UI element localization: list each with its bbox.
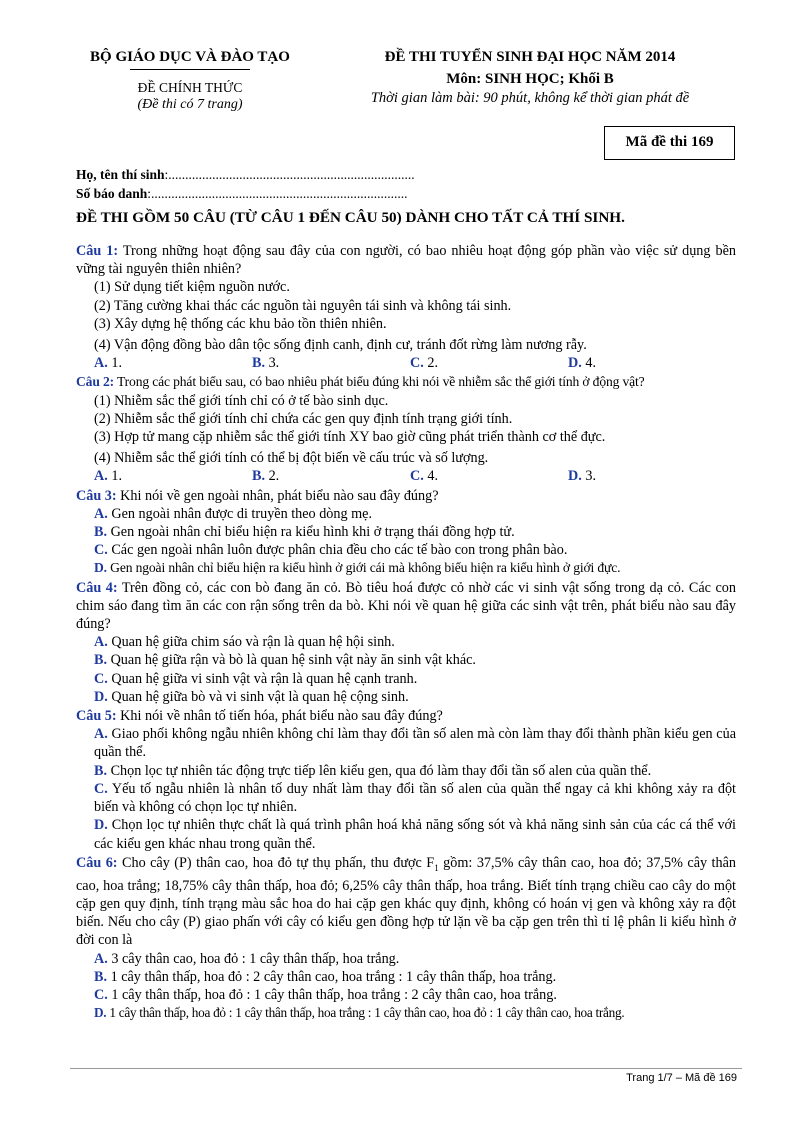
question-2-text: Trong các phát biểu sau, có bao nhiêu phát biểu đúng khi nói về nhiễm sắc thể giới tính ở động vật?	[114, 374, 645, 390]
option-d[interactable]	[568, 354, 726, 372]
question-1-item: (3) Xây dựng hệ thống các khu bảo tồn thiên nhiên.	[94, 315, 387, 332]
exam-title: ĐỀ THI TUYỂN SINH ĐẠI HỌC NĂM 2014	[384, 49, 676, 65]
question-4-label: Câu 4:	[76, 579, 118, 596]
option-letter: B.	[94, 762, 108, 779]
option-letter: A.	[94, 505, 108, 522]
option-d[interactable]	[76, 688, 736, 706]
option-text: 3 cây thân cao, hoa đỏ : 1 cây thân thấp, hoa trắng.	[107, 950, 400, 967]
option-text: 4.	[581, 355, 596, 372]
option-letter: B.	[252, 355, 266, 372]
option-text: Quan hệ giữa rận và bò là quan hệ sinh vật này ăn sinh vật khác.	[107, 652, 476, 669]
option-letter: A.	[94, 468, 108, 485]
official-label: ĐỀ CHÍNH THỨC	[137, 80, 243, 95]
option-a[interactable]	[76, 633, 736, 651]
option-b[interactable]	[76, 968, 736, 986]
option-text: 1.	[107, 468, 122, 485]
option-letter: C.	[94, 542, 108, 559]
option-letter: D.	[94, 817, 108, 834]
option-a[interactable]	[94, 354, 252, 372]
option-text: Quan hệ giữa bò và vi sinh vật là quan hệ cộng sinh.	[107, 688, 409, 705]
question-1-item: (4) Vận động đồng bào dân tộc sống định canh, định cư, tránh đốt rừng làm nương rẫy.	[94, 337, 587, 354]
question-6	[76, 854, 736, 1023]
option-b[interactable]	[76, 762, 736, 780]
question-2-item: (2) Nhiễm sắc thể giới tính chỉ chứa các gen quy định tính trạng giới tính.	[94, 410, 513, 427]
question-1-text: Trong những hoạt động sau đây của con người, có bao nhiêu hoạt động góp phần vào việc sử dụng bền vững tài nguyên thiên nhiên?	[76, 243, 736, 278]
question-6-subscript: 1	[434, 862, 439, 873]
option-text: Gen ngoài nhân được di truyền theo dòng mẹ.	[107, 505, 372, 522]
candidate-id-dots: :............................................................................	[147, 186, 408, 201]
question-1-stem	[76, 242, 736, 278]
option-text: Chọn lọc tự nhiên thực chất là quá trình phân hoá khả năng sống sót và khả năng sinh sản của các cá thể với các kiểu gen khác nhau trong quần thể.	[94, 817, 736, 852]
option-d[interactable]	[76, 1004, 736, 1022]
exam-code-box: Mã đề thi 169	[604, 126, 735, 160]
option-text: 3.	[581, 468, 596, 485]
option-text: Quan hệ giữa vi sinh vật và rận là quan hệ cạnh tranh.	[107, 670, 418, 687]
option-text: Yếu tố ngẫu nhiên là nhân tố duy nhất làm thay đổi tần số alen của quần thể ngay cả khi không xảy ra đột biến và không có chọn lọc tự nhiên.	[94, 780, 736, 816]
page-count: (Đề thi có 7 trang)	[137, 97, 243, 112]
option-c[interactable]	[76, 986, 736, 1004]
option-text: 1 cây thân thấp, hoa đỏ : 1 cây thân thấp, hoa trắng : 2 cây thân cao, hoa trắng.	[107, 986, 557, 1003]
option-letter: A.	[94, 726, 108, 743]
option-text: 2.	[265, 468, 280, 485]
question-1-item: (2) Tăng cường khai thác các nguồn tài nguyên tái sinh và không tái sinh.	[94, 297, 512, 314]
option-c[interactable]	[76, 780, 736, 816]
question-1-item: (1) Sử dụng tiết kiệm nguồn nước.	[94, 279, 290, 296]
option-letter: C.	[94, 780, 108, 797]
option-letter: D.	[94, 688, 108, 705]
candidate-id-label: Số báo danh	[76, 186, 148, 201]
option-c[interactable]	[76, 670, 736, 688]
candidate-name-label: Họ, tên thí sinh	[76, 167, 165, 182]
question-2-label: Câu 2:	[76, 374, 114, 390]
option-text: Các gen ngoài nhân luôn được phân chia đều cho các tế bào con trong phân bào.	[107, 542, 568, 559]
candidate-name-field	[76, 166, 415, 184]
question-list	[76, 242, 736, 1023]
option-letter: A.	[94, 950, 108, 967]
option-letter: B.	[94, 524, 108, 541]
question-5-label: Câu 5:	[76, 708, 117, 725]
question-6-label: Câu 6:	[76, 854, 118, 871]
question-2-options	[76, 467, 736, 485]
option-a[interactable]	[94, 467, 252, 485]
option-c[interactable]	[410, 354, 568, 372]
option-letter: A.	[94, 355, 108, 372]
question-6-text: Cho cây (P) thân cao, hoa đỏ tự thụ phấn, thu được F	[117, 854, 435, 871]
ministry-name: BỘ GIÁO DỤC VÀ ĐÀO TẠO	[90, 49, 290, 65]
candidate-id-field	[76, 185, 408, 203]
question-4	[76, 579, 736, 706]
page-footer: Trang 1/7 – Mã đề 169	[626, 1072, 737, 1084]
question-3-text: Khi nói về gen ngoài nhân, phát biểu nào sau đây đúng?	[116, 487, 439, 504]
option-b[interactable]	[252, 467, 410, 485]
option-text: 1 cây thân thấp, hoa đỏ : 1 cây thân thấp, hoa trắng : 1 cây thân cao, hoa đỏ : 1 cây thân cao, hoa trắng.	[106, 1005, 625, 1021]
header-right	[335, 47, 725, 107]
question-3-label: Câu 3:	[76, 487, 117, 504]
option-c[interactable]	[410, 467, 568, 485]
option-d[interactable]	[76, 559, 736, 577]
option-text: 1 cây thân thấp, hoa đỏ : 2 cây thân cao, hoa trắng : 1 cây thân thấp, hoa trắng.	[107, 968, 557, 985]
question-1-label: Câu 1:	[76, 243, 119, 259]
option-text: 4.	[423, 468, 438, 485]
question-2-item: (1) Nhiễm sắc thể giới tính chỉ có ở tế bào sinh dục.	[94, 392, 389, 409]
option-b[interactable]	[252, 354, 410, 372]
exam-banner: ĐỀ THI GỒM 50 CÂU (TỪ CÂU 1 ĐẾN CÂU 50) DÀNH CHO TẤT CẢ THÍ SINH.	[76, 209, 625, 226]
option-text: Gen ngoài nhân chỉ biểu hiện ra kiểu hình khi ở trạng thái đồng hợp tử.	[107, 524, 515, 541]
question-3-stem	[76, 487, 736, 505]
candidate-name-dots: :.........................................................................	[164, 167, 415, 182]
question-4-stem	[76, 579, 736, 634]
option-text: 2.	[423, 355, 438, 372]
question-6-stem	[76, 854, 736, 950]
option-letter: D.	[94, 1005, 107, 1021]
question-5-text: Khi nói về nhân tố tiến hóa, phát biểu nào sau đây đúng?	[116, 708, 443, 725]
question-2	[76, 373, 736, 485]
option-letter: D.	[568, 468, 582, 485]
option-letter: D.	[568, 355, 582, 372]
option-text: Giao phối không ngẫu nhiên không chỉ làm thay đổi tần số alen mà còn làm thay đổi thành phần kiểu gen của quần thể.	[94, 726, 736, 761]
question-4-text: Trên đồng cỏ, các con bò đang ăn cỏ. Bò tiêu hoá được cỏ nhờ các vi sinh vật sống trong dạ cỏ. Các con chim sáo đang tìm ăn các con rận sống trên da bò. Khi nói về quan hệ giữa các sinh vật trên, phát biểu nào sau đây đúng?	[76, 579, 736, 633]
option-text: 3.	[265, 355, 280, 372]
question-3	[76, 487, 736, 578]
option-letter: D.	[94, 560, 107, 576]
option-a[interactable]	[76, 725, 736, 761]
option-letter: C.	[410, 468, 424, 485]
question-1	[76, 242, 736, 372]
question-6-text-continued: gồm: 37,5% cây thân cao, hoa đỏ; 37,5% cây thân cao, hoa trắng; 18,75% cây thân thấp, hoa đỏ; 6,25% cây thân thấp, hoa trắng. Biết tính trạng chiều cao cây do một cặp gen quy định, tính trạng màu sắc hoa do hai cặp gen khác quy định, không có hoán vị gen và không xảy ra đột biến. Nếu cho cây (P) giao phấn với cây có kiểu gen đồng hợp tử lặn về ba cặp gen trên thì tỉ lệ phân li kiểu hình ở đời con là	[76, 854, 736, 949]
option-letter: B.	[94, 652, 108, 669]
option-text: Gen ngoài nhân chỉ biểu hiện ra kiểu hình ở giới cái mà không biểu hiện ra kiểu hình ở giới đực.	[106, 560, 621, 576]
question-5	[76, 707, 736, 853]
option-b[interactable]	[76, 523, 736, 541]
exam-time: Thời gian làm bài: 90 phút, không kể thời gian phát đề	[370, 90, 690, 106]
option-letter: B.	[94, 968, 108, 985]
option-b[interactable]	[76, 651, 736, 669]
question-5-stem	[76, 707, 736, 725]
question-2-stem	[76, 373, 736, 391]
header-left	[70, 47, 310, 114]
option-text: 1.	[107, 355, 122, 372]
option-c[interactable]	[76, 541, 736, 559]
option-letter: C.	[94, 986, 108, 1003]
option-text: Chọn lọc tự nhiên tác động trực tiếp lên kiểu gen, qua đó làm thay đổi tần số alen của quần thể.	[107, 762, 652, 779]
ministry-underline	[130, 69, 250, 70]
option-letter: B.	[252, 468, 266, 485]
question-2-item: (4) Nhiễm sắc thể giới tính có thể bị đột biến về cấu trúc và số lượng.	[94, 450, 489, 467]
question-2-item: (3) Hợp tử mang cặp nhiễm sắc thể giới tính XY bao giờ cũng phát triển thành cơ thể đực.	[94, 429, 606, 446]
option-d[interactable]	[568, 467, 726, 485]
option-d[interactable]	[76, 816, 736, 852]
question-1-options	[76, 354, 736, 372]
option-a[interactable]	[76, 950, 736, 968]
option-text: Quan hệ giữa chim sáo và rận là quan hệ hội sinh.	[107, 634, 395, 651]
footer-divider	[70, 1068, 742, 1069]
exam-subject: Môn: SINH HỌC; Khối B	[446, 71, 614, 87]
option-a[interactable]	[76, 505, 736, 523]
option-letter: C.	[94, 670, 108, 687]
option-letter: A.	[94, 634, 108, 651]
option-letter: C.	[410, 355, 424, 372]
